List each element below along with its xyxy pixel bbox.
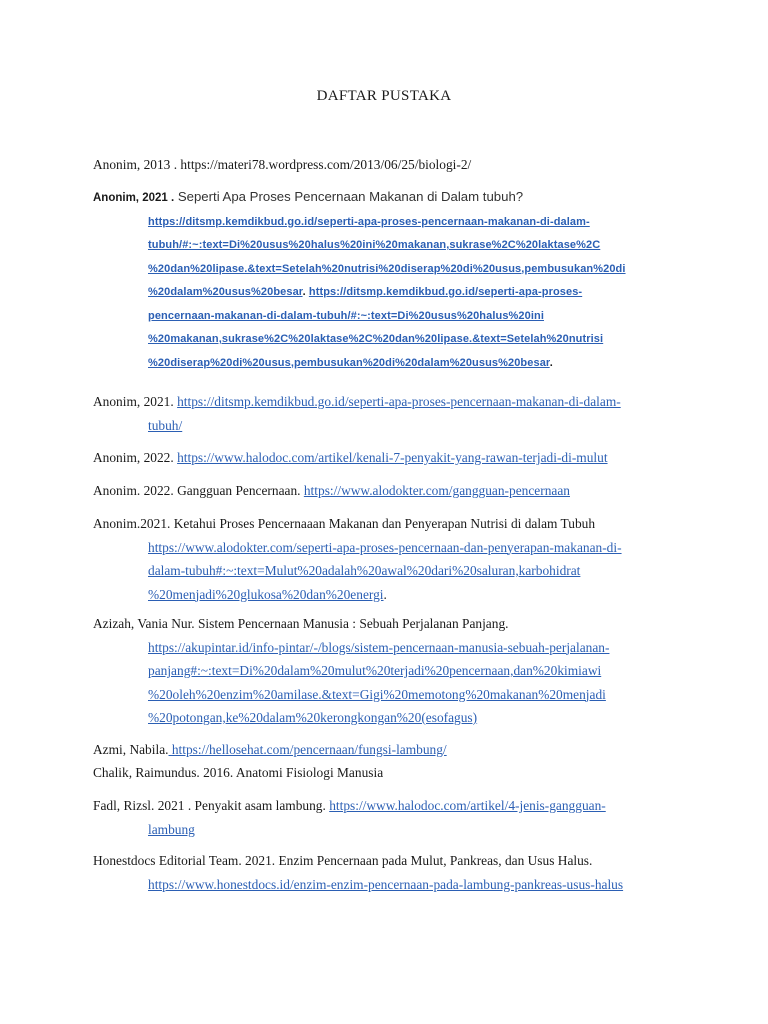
reference-link[interactable]: %20potongan,ke%20dalam%20kerongkongan%20(esofagus): [148, 710, 478, 725]
reference-link-line: [93, 211, 683, 235]
reference-link[interactable]: %20menjadi%20glukosa%20dan%20energi: [148, 586, 384, 602]
reference-title: Seperti Apa Proses Pencernaan Makanan di Dalam tubuh?: [174, 189, 524, 204]
reference-text: Anonim, 2013 . https://materi78.wordpress.com/2013/06/25/biologi-2/: [93, 157, 472, 172]
reference-link[interactable]: %20diserap%20di%20usus,pembusukan%20di%20dalam%20usus%20besar: [148, 356, 550, 369]
reference-text: Azizah, Vania Nur. Sistem Pencernaan Manusia : Sebuah Perjalanan Panjang.: [93, 616, 509, 631]
reference-link[interactable]: tubuh/#:~:text=Di%20usus%20halus%20ini%20makanan,sukrase%2C%20laktase%2C: [148, 239, 601, 251]
reference-link[interactable]: https://ditsmp.kemdikbud.go.id/seperti-apa-proses-pencernaan-makanan-di-dalam-: [148, 215, 590, 228]
reference-link-line: %20diserap%20di%20usus,pembusukan%20di%20dalam%20usus%20besar.: [148, 356, 553, 369]
reference-prefix: Anonim. 2022. Gangguan Pencernaan.: [93, 483, 304, 498]
reference-prefix: Fadl, Rizsl. 2021 . Penyakit asam lambung.: [93, 798, 330, 813]
reference-author: Anonim, 2021 .: [93, 192, 175, 204]
reference-link-line: [93, 328, 683, 352]
reference-link[interactable]: %20dan%20lipase.&text=Setelah%20nutrisi%20diserap%20di%20usus,pembusukan%20di: [148, 262, 626, 275]
reference-link[interactable]: https://hellosehat.com/pencernaan/fungsi-lambung/: [168, 742, 447, 757]
reference-text: Chalik, Raimundus. 2016. Anatomi Fisiologi Manusia: [93, 765, 384, 780]
reference-link[interactable]: pencernaan-makanan-di-dalam-tubuh/#:~:text=Di%20usus%20halus%20ini: [148, 309, 544, 322]
reference-link[interactable]: %20oleh%20enzim%20amilase.&text=Gigi%20memotong%20makanan%20menjadi: [148, 686, 606, 702]
reference-line: [93, 794, 683, 818]
reference-line: [93, 536, 683, 560]
reference-line: [93, 706, 683, 730]
reference-entry: [93, 512, 683, 606]
reference-line: [93, 636, 683, 660]
reference-line: %20menjadi%20glukosa%20dan%20energi.: [148, 586, 387, 602]
reference-entry: [93, 390, 683, 437]
reference-line: [93, 414, 683, 438]
reference-entry: [93, 849, 683, 896]
reference-entry: [93, 761, 683, 785]
reference-link[interactable]: https://ditsmp.kemdikbud.go.id/seperti-apa-proses-: [308, 286, 583, 298]
reference-link[interactable]: panjang#:~:text=Di%20dalam%20mulut%20terjadi%20pencernaan,dan%20kimiawi: [148, 663, 602, 678]
reference-link-line: [93, 258, 683, 282]
reference-link[interactable]: https://www.halodoc.com/artikel/kenali-7-penyakit-yang-rawan-terjadi-di-mulut: [177, 450, 608, 465]
reference-link-line: [93, 305, 683, 329]
reference-line: [93, 683, 683, 707]
reference-entry: [93, 153, 683, 177]
reference-line: [93, 659, 683, 683]
reference-link[interactable]: tubuh/: [148, 417, 183, 433]
reference-link[interactable]: lambung: [148, 821, 195, 837]
reference-entry: [93, 612, 683, 730]
reference-entry: [93, 794, 683, 841]
reference-link[interactable]: https://www.alodokter.com/gangguan-pencernaan: [303, 483, 570, 498]
reference-line: [93, 559, 683, 583]
reference-entry: [93, 446, 683, 470]
reference-line: [93, 479, 683, 503]
reference-line: [93, 873, 683, 897]
reference-link[interactable]: %20dalam%20usus%20besar: [148, 286, 303, 298]
page-title: DAFTAR PUSTAKA: [316, 88, 452, 104]
reference-link[interactable]: dalam-tubuh#:~:text=Mulut%20adalah%20awal%20dari%20saluran,karbohidrat: [148, 563, 581, 578]
reference-link-line: %20dalam%20usus%20besar. https://ditsmp.kemdikbud.go.id/seperti-apa-proses-: [148, 286, 583, 298]
reference-entry: [93, 738, 683, 762]
reference-prefix: Azmi, Nabila.: [93, 742, 169, 757]
reference-line: [93, 818, 683, 842]
reference-line: [93, 390, 683, 414]
reference-link[interactable]: https://www.honestdocs.id/enzim-enzim-pencernaan-pada-lambung-pankreas-usus-halus: [148, 876, 624, 892]
reference-text: Anonim.2021. Ketahui Proses Pencernaaan Makanan dan Penyerapan Nutrisi di dalam Tubuh: [93, 516, 596, 531]
reference-link-line: [93, 234, 683, 258]
reference-link[interactable]: https://www.alodokter.com/seperti-apa-proses-pencernaan-dan-penyerapan-makanan-di-: [148, 539, 622, 555]
reference-text: Honestdocs Editorial Team. 2021. Enzim Pencernaan pada Mulut, Pankreas, dan Usus Halus.: [93, 853, 593, 868]
reference-link[interactable]: https://ditsmp.kemdikbud.go.id/seperti-apa-proses-pencernaan-makanan-di-dalam-: [177, 394, 621, 409]
reference-link[interactable]: https://akupintar.id/info-pintar/-/blogs/sistem-pencernaan-manusia-sebuah-perjalanan-: [148, 639, 610, 655]
reference-entry: [93, 185, 683, 375]
reference-prefix: Anonim, 2021.: [93, 394, 178, 409]
reference-link[interactable]: %20makanan,sukrase%2C%20laktase%2C%20dan%20lipase.&text=Setelah%20nutrisi: [148, 333, 604, 345]
reference-link[interactable]: https://www.halodoc.com/artikel/4-jenis-gangguan-: [329, 798, 606, 813]
reference-prefix: Anonim, 2022.: [93, 450, 178, 465]
reference-line: [93, 446, 683, 470]
reference-header: [93, 185, 683, 211]
reference-entry: [93, 479, 683, 503]
reference-line: [93, 738, 683, 762]
